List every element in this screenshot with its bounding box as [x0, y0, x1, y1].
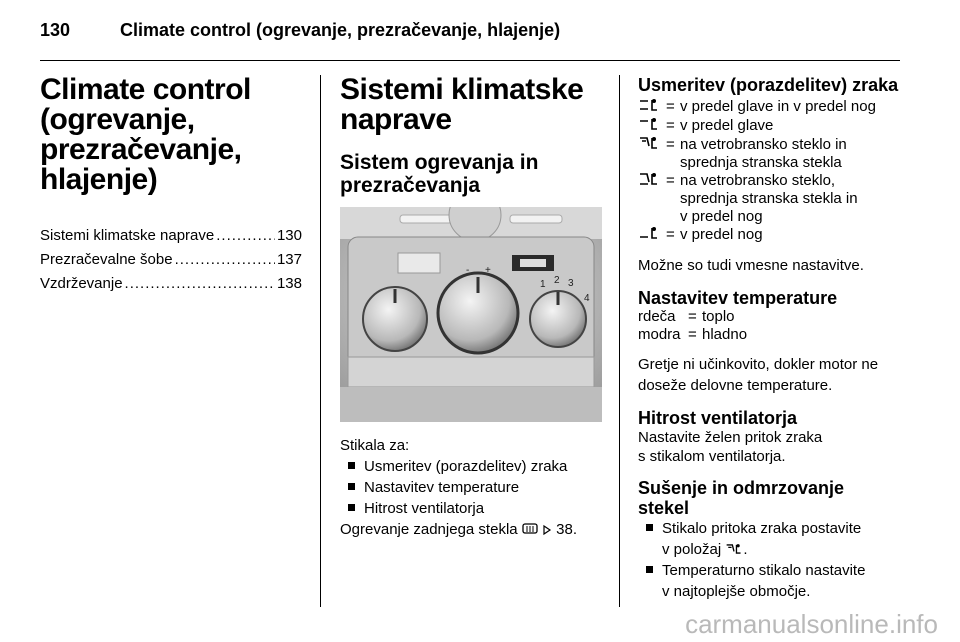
temp-minus-label: - [466, 265, 470, 276]
windscreen-airflow-icon [725, 542, 743, 556]
column-divider [320, 75, 321, 607]
list-item: modra = hladno [638, 326, 748, 343]
control-panel-drawing [340, 207, 602, 422]
toc-entry[interactable]: Sistemi klimatske naprave ..... 130 [40, 227, 302, 251]
temperature-list [638, 308, 900, 344]
air-distribution-list [638, 98, 900, 245]
list-item: Usmeritev (porazdelitev) zraka [340, 456, 602, 477]
chapter-title: Climate control (ogrevanje, prezračevanje, hlajenje) [40, 73, 251, 196]
running-title: Climate control (ogrevanje, prezračevanje, hlajenje) [120, 20, 561, 40]
toc-entry[interactable]: Prezračevalne šobe ..... 137 [40, 251, 302, 275]
list-item: = v predel nog [638, 226, 900, 245]
table-of-contents [40, 227, 302, 299]
bullet-icon [646, 566, 653, 573]
list-item: = na vetrobransko steklo, sprednja stranska stekla in v predel nog [638, 172, 900, 226]
section-column [340, 75, 602, 540]
windscreen-airflow-icon [638, 136, 666, 172]
toc-entry[interactable]: Vzdrževanje ..... 138 [40, 275, 302, 299]
switches-intro: Stikala za: [340, 437, 410, 454]
intermediate-settings-note: Možne so tudi vmesne nastavitve. [638, 257, 864, 274]
climate-control-panel-illustration [340, 207, 602, 422]
fan-speed-2: 2 [554, 275, 560, 286]
fan-speed-3: 3 [568, 278, 574, 289]
list-item: rdeča = toplo [638, 308, 735, 325]
bullet-icon [348, 504, 355, 511]
watermark: carmanualsonline.info [685, 609, 938, 639]
fan-speed-1: 1 [540, 279, 546, 290]
feet-airflow-icon [638, 226, 666, 245]
reference-arrow-icon [542, 524, 552, 536]
rear-window-heater-icon [522, 522, 538, 536]
bullet-icon [348, 483, 355, 490]
list-item: = v predel glave in v predel nog [638, 98, 900, 117]
toc-leader [175, 251, 275, 268]
list-item: Stikalo pritoka zraka postavite v položaj . [638, 518, 900, 560]
list-item: Nastavitev temperature [340, 477, 602, 498]
fan-speed-4: 4 [584, 293, 590, 304]
defrost-list [638, 518, 900, 602]
chapter-column [40, 75, 302, 299]
toc-leader [125, 275, 275, 292]
settings-column [638, 75, 900, 602]
section-title: Sistemi klimatske naprave [340, 73, 584, 136]
air-distribution-heading: Usmeritev (porazdelitev) zraka [638, 75, 899, 95]
page-number: 130 [40, 20, 71, 40]
bullet-icon [348, 462, 355, 469]
list-item: = v predel glave [638, 117, 900, 136]
subsection-title: Sistem ogrevanja in prezračevanja [340, 151, 539, 197]
fan-speed-text: Nastavite želen pritok zraka s stikalom ventilatorja. [638, 429, 823, 465]
heating-note: Gretje ni učinkovito, dokler motor ne doseže delovne temperature. [638, 356, 879, 394]
header-rule [40, 60, 900, 61]
toc-leader [216, 227, 275, 244]
windscreen-and-feet-airflow-icon [638, 172, 666, 226]
temp-plus-label: + [485, 265, 491, 276]
list-item: Temperaturno stikalo nastavite v najtoplejše območje. [638, 560, 900, 602]
list-item: Hitrost ventilatorja [340, 498, 602, 519]
switch-list [340, 456, 602, 519]
page-reference[interactable]: 38. [542, 521, 577, 538]
list-item: = na vetrobransko steklo in sprednja stranska stekla [638, 136, 900, 172]
rear-defrost-note: Ogrevanje zadnjega stekla 38. [340, 521, 577, 538]
temperature-heading: Nastavitev temperature [638, 288, 838, 308]
column-divider [619, 75, 620, 607]
bullet-icon [646, 524, 653, 531]
head-airflow-icon [638, 117, 666, 136]
page-header [40, 20, 920, 48]
fan-speed-heading: Hitrost ventilatorja [638, 408, 798, 428]
head-and-feet-airflow-icon [638, 98, 666, 117]
defrost-heading: Sušenje in odmrzovanje stekel [638, 478, 845, 518]
